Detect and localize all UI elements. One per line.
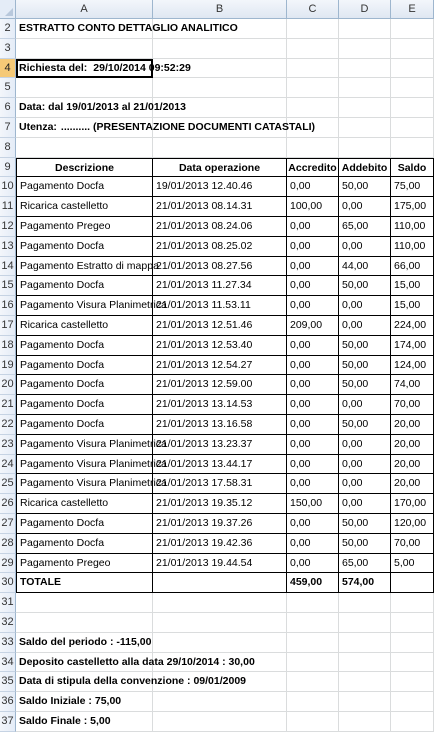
table-cell[interactable]: 21/01/2013 19.44.54 [153, 554, 287, 574]
table-cell[interactable]: 50,00 [339, 276, 391, 296]
table-cell[interactable]: 0,00 [287, 435, 339, 455]
row-number[interactable]: 14 [0, 257, 16, 277]
row-number[interactable]: 35 [0, 672, 16, 692]
cell[interactable] [391, 78, 434, 98]
table-cell[interactable]: 21/01/2013 12.53.40 [153, 336, 287, 356]
sheet-row [0, 39, 434, 59]
cell[interactable] [153, 593, 287, 613]
table-cell[interactable]: 21/01/2013 08.14.31 [153, 197, 287, 217]
table-cell[interactable]: Pagamento Pregeo [16, 217, 153, 237]
cell[interactable] [287, 613, 339, 633]
table-cell[interactable]: 50,00 [339, 415, 391, 435]
row-number[interactable]: 28 [0, 534, 16, 554]
cell[interactable] [339, 39, 391, 59]
table-cell[interactable]: 15,00 [391, 276, 434, 296]
table-cell[interactable]: 50,00 [339, 514, 391, 534]
cell[interactable] [153, 712, 287, 732]
sheet-row [0, 514, 434, 534]
total-accredito[interactable]: 459,00 [287, 573, 339, 593]
table-cell[interactable]: 0,00 [287, 474, 339, 494]
table-cell[interactable]: 70,00 [391, 395, 434, 415]
cell[interactable] [153, 573, 287, 593]
table-cell[interactable]: Pagamento Docfa [16, 356, 153, 376]
table-cell[interactable]: 0,00 [287, 554, 339, 574]
cell[interactable] [153, 138, 287, 158]
table-header-cell[interactable]: Saldo [391, 158, 434, 178]
cell[interactable] [287, 19, 339, 39]
table-cell[interactable]: 0,00 [287, 356, 339, 376]
sheet-row [0, 375, 434, 395]
table-cell[interactable]: 0,00 [339, 474, 391, 494]
cell[interactable] [339, 19, 391, 39]
cell[interactable] [287, 633, 339, 653]
sheet-row [0, 494, 434, 514]
table-header-cell[interactable]: Accredito [287, 158, 339, 178]
cell[interactable] [153, 78, 287, 98]
sheet-row [0, 573, 434, 593]
table-cell[interactable]: Pagamento Docfa [16, 415, 153, 435]
data-stipula: Data di stipula della convenzione : 09/01/2009 [19, 675, 247, 688]
table-cell[interactable]: 110,00 [391, 237, 434, 257]
cell[interactable] [339, 692, 391, 712]
table-cell[interactable]: Pagamento Docfa [16, 336, 153, 356]
cell[interactable] [16, 98, 186, 118]
table-cell[interactable]: 175,00 [391, 197, 434, 217]
table-cell[interactable]: 20,00 [391, 455, 434, 475]
table-cell[interactable]: 21/01/2013 17.58.31 [153, 474, 287, 494]
table-cell[interactable]: 21/01/2013 19.35.12 [153, 494, 287, 514]
table-cell[interactable]: 19/01/2013 12.40.46 [153, 177, 287, 197]
table-cell[interactable]: 0,00 [287, 415, 339, 435]
row-number[interactable]: 30 [0, 573, 16, 593]
user-value: .......... (PRESENTAZIONE DOCUMENTI CATASTALI) [60, 120, 316, 133]
sheet-row [0, 712, 434, 732]
cell[interactable] [391, 712, 434, 732]
row-number[interactable]: 36 [0, 692, 16, 712]
total-label[interactable]: TOTALE [16, 573, 153, 593]
report-title: ESTRATTO CONTO DETTAGLIO ANALITICO [19, 22, 238, 34]
sheet-row [0, 276, 434, 296]
cell[interactable] [391, 653, 434, 673]
cell[interactable] [391, 672, 434, 692]
table-cell[interactable]: Ricarica castelletto [16, 316, 153, 336]
sheet-row [0, 118, 434, 138]
table-cell[interactable]: 21/01/2013 13.44.17 [153, 455, 287, 475]
table-cell[interactable]: 110,00 [391, 217, 434, 237]
cell[interactable] [391, 118, 434, 138]
saldo-finale: Saldo Finale : 5,00 [19, 714, 111, 727]
sheet-row [0, 415, 434, 435]
table-cell[interactable]: 0,00 [287, 514, 339, 534]
sheet-row [0, 672, 434, 692]
cell[interactable] [287, 692, 339, 712]
table-cell[interactable]: Pagamento Visura Planimetrica [16, 474, 153, 494]
row-number[interactable]: 20 [0, 375, 16, 395]
cell[interactable] [391, 98, 434, 118]
row-number[interactable]: 13 [0, 237, 16, 257]
sheet-row [0, 177, 434, 197]
table-cell[interactable]: Pagamento Docfa [16, 177, 153, 197]
sheet-row [0, 336, 434, 356]
cell[interactable] [339, 613, 391, 633]
table-cell[interactable]: 70,00 [391, 534, 434, 554]
row-number[interactable]: 10 [0, 177, 16, 197]
cell[interactable] [287, 712, 339, 732]
row-number[interactable]: 12 [0, 217, 16, 237]
cell[interactable] [287, 653, 339, 673]
table-cell[interactable]: 0,00 [339, 237, 391, 257]
cell[interactable] [287, 59, 339, 79]
cell[interactable] [16, 59, 191, 79]
column-header-c[interactable]: C [287, 0, 339, 19]
row-number[interactable]: 6 [0, 98, 16, 118]
row-number[interactable]: 16 [0, 296, 16, 316]
table-cell[interactable]: 150,00 [287, 494, 339, 514]
sheet-row [0, 98, 434, 118]
sheet-row [0, 435, 434, 455]
table-cell[interactable]: 0,00 [339, 197, 391, 217]
table-cell[interactable]: 120,00 [391, 514, 434, 534]
sheet-row [0, 316, 434, 336]
table-cell[interactable]: 21/01/2013 13.23.37 [153, 435, 287, 455]
table-cell[interactable]: 0,00 [287, 375, 339, 395]
table-cell[interactable]: 209,00 [287, 316, 339, 336]
cell[interactable] [16, 633, 153, 653]
sheet-row [0, 356, 434, 376]
row-number[interactable]: 5 [0, 78, 16, 98]
cell[interactable] [16, 593, 153, 613]
row-number[interactable]: 25 [0, 474, 16, 494]
table-cell[interactable]: 15,00 [391, 296, 434, 316]
cell[interactable] [391, 138, 434, 158]
cell[interactable] [339, 138, 391, 158]
table-cell[interactable]: 0,00 [287, 534, 339, 554]
table-cell[interactable]: 5,00 [391, 554, 434, 574]
sheet-row [0, 395, 434, 415]
table-cell[interactable]: Ricarica castelletto [16, 197, 153, 217]
table-cell[interactable]: Pagamento Visura Planimetrica [16, 435, 153, 455]
table-cell[interactable]: 0,00 [339, 395, 391, 415]
cell[interactable] [339, 118, 391, 138]
cell[interactable] [339, 78, 391, 98]
cell[interactable] [391, 613, 434, 633]
saldo-periodo: Saldo del periodo : -115,00 [19, 635, 152, 648]
cell[interactable] [16, 118, 316, 138]
cell[interactable] [391, 59, 434, 79]
cell[interactable] [16, 672, 247, 692]
table-cell[interactable]: 0,00 [339, 455, 391, 475]
request-line [19, 59, 191, 78]
table-cell[interactable]: 75,00 [391, 177, 434, 197]
table-cell[interactable]: 21/01/2013 19.42.36 [153, 534, 287, 554]
table-cell[interactable]: 21/01/2013 19.37.26 [153, 514, 287, 534]
sheet-row [0, 257, 434, 277]
cell[interactable] [339, 633, 391, 653]
row-number[interactable]: 19 [0, 356, 16, 376]
row-number[interactable]: 31 [0, 593, 16, 613]
sheet-row [0, 158, 434, 178]
row-number[interactable]: 3 [0, 39, 16, 59]
table-cell[interactable]: 174,00 [391, 336, 434, 356]
sheet-row [0, 217, 434, 237]
cell[interactable] [391, 39, 434, 59]
total-addebito[interactable]: 574,00 [339, 573, 391, 593]
table-cell[interactable]: 0,00 [339, 316, 391, 336]
cell[interactable] [153, 39, 287, 59]
cell[interactable] [16, 613, 153, 633]
table-cell[interactable]: 20,00 [391, 474, 434, 494]
row-number[interactable]: 33 [0, 633, 16, 653]
row-number[interactable]: 24 [0, 455, 16, 475]
table-cell[interactable]: 0,00 [339, 494, 391, 514]
row-number[interactable]: 7 [0, 118, 16, 138]
period-line: Data: dal 19/01/2013 al 21/01/2013 [19, 101, 186, 114]
table-header-cell[interactable]: Addebito [339, 158, 391, 178]
table-cell[interactable]: 21/01/2013 08.25.02 [153, 237, 287, 257]
cell[interactable] [153, 613, 287, 633]
cell[interactable] [16, 19, 238, 39]
table-cell[interactable]: 224,00 [391, 316, 434, 336]
table-cell[interactable]: 65,00 [339, 217, 391, 237]
table-header-cell[interactable]: Descrizione [16, 158, 153, 178]
cell[interactable] [339, 653, 391, 673]
cell[interactable] [391, 573, 434, 593]
table-cell[interactable]: 100,00 [287, 197, 339, 217]
cell[interactable] [287, 593, 339, 613]
cell[interactable] [16, 653, 255, 673]
select-all-corner[interactable] [0, 0, 16, 19]
table-cell[interactable]: Pagamento Docfa [16, 534, 153, 554]
cell[interactable] [391, 692, 434, 712]
request-label: Richiesta del: [19, 61, 88, 74]
sheet-row [0, 59, 434, 79]
row-number[interactable]: 26 [0, 494, 16, 514]
table-cell[interactable]: Pagamento Docfa [16, 276, 153, 296]
column-header-b[interactable]: B [153, 0, 287, 19]
table-cell[interactable]: 0,00 [287, 257, 339, 277]
sheet-row [0, 78, 434, 98]
row-number[interactable]: 22 [0, 415, 16, 435]
table-cell[interactable]: 0,00 [287, 395, 339, 415]
user-line [19, 118, 315, 137]
sheet-row [0, 19, 434, 39]
table-cell[interactable]: 21/01/2013 11.27.34 [153, 276, 287, 296]
cell[interactable] [16, 692, 153, 712]
cell[interactable] [391, 593, 434, 613]
table-cell[interactable]: Pagamento Docfa [16, 375, 153, 395]
table-cell[interactable]: 20,00 [391, 435, 434, 455]
cell[interactable] [153, 633, 287, 653]
table-cell[interactable]: 0,00 [287, 336, 339, 356]
cell[interactable] [339, 672, 391, 692]
table-cell[interactable]: 0,00 [287, 237, 339, 257]
sheet-row [0, 474, 434, 494]
table-cell[interactable]: Pagamento Visura Planimetrica [16, 455, 153, 475]
saldo-iniziale: Saldo Iniziale : 75,00 [19, 695, 122, 708]
table-cell[interactable]: 0,00 [287, 276, 339, 296]
sheet-row [0, 613, 434, 633]
table-cell[interactable]: 50,00 [339, 356, 391, 376]
deposito-castelletto: Deposito castelletto alla data 29/10/2014 : 30,00 [19, 655, 255, 668]
cell[interactable] [287, 98, 339, 118]
cell[interactable] [287, 78, 339, 98]
cell[interactable] [391, 633, 434, 653]
sheet-row [0, 455, 434, 475]
row-number[interactable]: 17 [0, 316, 16, 336]
table-cell[interactable]: 0,00 [339, 296, 391, 316]
cell[interactable] [16, 138, 153, 158]
table-cell[interactable]: 50,00 [339, 375, 391, 395]
request-value: 29/10/2014 09:52:29 [93, 61, 191, 74]
table-cell[interactable]: Pagamento Pregeo [16, 554, 153, 574]
sheet-row [0, 197, 434, 217]
cell[interactable] [391, 19, 434, 39]
table-cell[interactable]: 50,00 [339, 177, 391, 197]
column-header-d[interactable]: D [339, 0, 391, 19]
sheet-row [0, 237, 434, 257]
sheet-row [0, 138, 434, 158]
table-cell[interactable]: 21/01/2013 08.27.56 [153, 257, 287, 277]
column-header-e[interactable]: E [391, 0, 434, 19]
table-cell[interactable]: Pagamento Docfa [16, 514, 153, 534]
column-header-row [0, 0, 434, 19]
row-number[interactable]: 11 [0, 197, 16, 217]
table-cell[interactable]: 0,00 [287, 177, 339, 197]
row-number[interactable]: 34 [0, 653, 16, 673]
sheet-row [0, 296, 434, 316]
cell[interactable] [339, 593, 391, 613]
cell[interactable] [153, 692, 287, 712]
table-cell[interactable]: 44,00 [339, 257, 391, 277]
row-number[interactable]: 32 [0, 613, 16, 633]
table-header-cell[interactable]: Data operazione [153, 158, 287, 178]
cell[interactable] [287, 672, 339, 692]
table-cell[interactable]: Pagamento Visura Planimetrica [16, 296, 153, 316]
sheet-row [0, 692, 434, 712]
table-cell[interactable]: 124,00 [391, 356, 434, 376]
table-cell[interactable]: 74,00 [391, 375, 434, 395]
table-cell[interactable]: 21/01/2013 12.59.00 [153, 375, 287, 395]
table-cell[interactable]: Ricarica castelletto [16, 494, 153, 514]
user-label: Utenza: [19, 120, 57, 133]
sheet-row [0, 633, 434, 653]
row-number[interactable]: 9 [0, 158, 16, 178]
table-cell[interactable]: 21/01/2013 13.14.53 [153, 395, 287, 415]
table-cell[interactable]: 21/01/2013 12.54.27 [153, 356, 287, 376]
table-cell[interactable]: 66,00 [391, 257, 434, 277]
table-cell[interactable]: 170,00 [391, 494, 434, 514]
cell[interactable] [287, 39, 339, 59]
cell[interactable] [339, 712, 391, 732]
cell[interactable] [339, 98, 391, 118]
sheet-row [0, 534, 434, 554]
table-cell[interactable]: 0,00 [287, 296, 339, 316]
row-number[interactable]: 8 [0, 138, 16, 158]
sheet-row [0, 554, 434, 574]
cell[interactable] [16, 712, 153, 732]
table-cell[interactable]: Pagamento Estratto di mappa [16, 257, 153, 277]
row-number[interactable]: 21 [0, 395, 16, 415]
cell[interactable] [339, 59, 391, 79]
row-number[interactable]: 4 [0, 59, 16, 79]
table-cell[interactable]: Pagamento Docfa [16, 395, 153, 415]
row-number[interactable]: 23 [0, 435, 16, 455]
rows-container [0, 19, 434, 732]
table-cell[interactable]: 20,00 [391, 415, 434, 435]
table-cell[interactable]: 21/01/2013 13.16.58 [153, 415, 287, 435]
cell[interactable] [16, 39, 153, 59]
table-cell[interactable]: Pagamento Docfa [16, 237, 153, 257]
table-cell[interactable]: 21/01/2013 12.51.46 [153, 316, 287, 336]
table-cell[interactable]: 21/01/2013 08.24.06 [153, 217, 287, 237]
table-cell[interactable]: 0,00 [287, 217, 339, 237]
row-number[interactable]: 27 [0, 514, 16, 534]
row-number[interactable]: 29 [0, 554, 16, 574]
table-cell[interactable]: 0,00 [339, 435, 391, 455]
sheet-row [0, 593, 434, 613]
row-number[interactable]: 2 [0, 19, 16, 39]
cell[interactable] [287, 138, 339, 158]
row-number[interactable]: 15 [0, 276, 16, 296]
row-number[interactable]: 18 [0, 336, 16, 356]
table-cell[interactable]: 50,00 [339, 534, 391, 554]
sheet-row [0, 653, 434, 673]
table-cell[interactable]: 21/01/2013 11.53.11 [153, 296, 287, 316]
row-number[interactable]: 37 [0, 712, 16, 732]
column-header-a[interactable]: A [16, 0, 153, 19]
table-cell[interactable]: 0,00 [287, 455, 339, 475]
table-cell[interactable]: 50,00 [339, 336, 391, 356]
cell[interactable] [16, 78, 153, 98]
table-cell[interactable]: 65,00 [339, 554, 391, 574]
